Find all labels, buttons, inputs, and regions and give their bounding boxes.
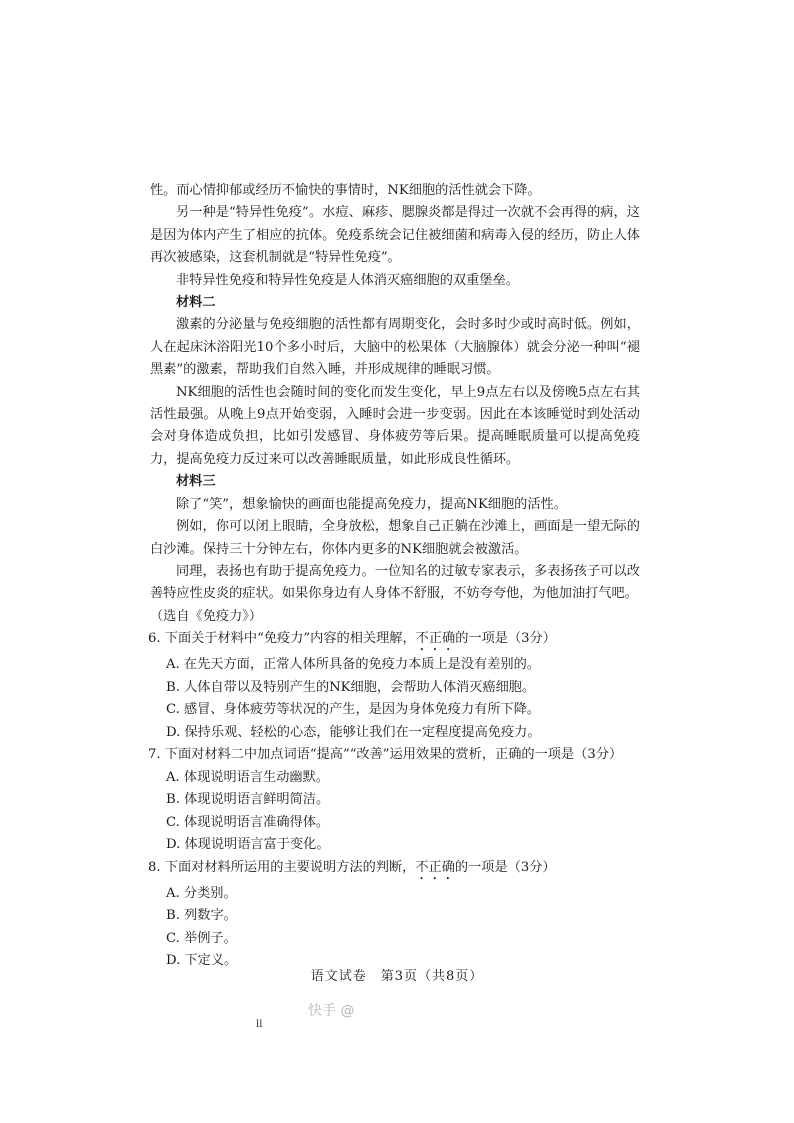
- answer-option-b: B. 人体自带以及特别产生的NK细胞，会帮助人体消灭癌细胞。: [166, 679, 536, 695]
- answer-option-b: B. 列数字。: [166, 908, 237, 923]
- question-8: [148, 857, 648, 973]
- answer-option-c: C. 感冒、身体疲劳等状况的产生，是因为身体免疫力有所下降。: [166, 702, 541, 717]
- stem-text: 8. 下面对材料所运用的主要说明方法的判断，: [148, 859, 416, 875]
- stem-text: 6. 下面关于材料中“免疫力”内容的相关理解，: [148, 631, 416, 646]
- answer-option-c: C. 举例子。: [166, 930, 237, 946]
- question-stem: [148, 857, 648, 883]
- material-heading: 材料三: [176, 474, 216, 490]
- passage-paragraph: NK细胞的活性也会随时间的变化而发生变化，早上9点左右以及傍晚5点左右其活性最强。从晚上9点开始变弱，入睡时会进一步变弱。因此在本该睡觉时到处活动会对身体造成负担，比如引发感冒、身体疲劳等后果。提高睡眠质量可以提高免疫力，提高免疫力反过来可以改善睡眠质量，如此形成良性循环。: [150, 384, 640, 467]
- emphasis-text: 不正确: [415, 859, 455, 875]
- watermark: 快手 @: [308, 1003, 355, 1019]
- reading-passage: [150, 180, 640, 628]
- passage-paragraph: 例如，你可以闭上眼睛，全身放松，想象自己正躺在沙滩上，画面是一望无际的白沙滩。保持三十分钟左右，你体内更多的NK细胞就会被激活。: [150, 519, 640, 557]
- passage-paragraph: 性。而心情抑郁或经历不愉快的事情时，NK细胞的活性就会下降。: [150, 183, 541, 198]
- question-7: [148, 744, 648, 857]
- source-citation: （选自《免疫力》）: [150, 608, 263, 624]
- answer-option-a: A. 体现说明语言生动幽默。: [166, 769, 329, 785]
- passage-paragraph: 激素的分泌量与免疫细胞的活性都有周期变化，会时多时少或时高时低。例如，人在起床沐浴阳光10个多小时后，大脑中的松果体（大脑腺体）就会分泌一种叫“褪黑素”的激素，帮助我们自然入睡，并形成规律的睡眠习惯。: [150, 317, 640, 378]
- answer-option-d: D. 体现说明语言富于变化。: [166, 837, 330, 852]
- question-list: [148, 628, 648, 973]
- stem-text: 7. 下面对材料二中加点词语“提高”“改善”运用效果的赏析，正确的一项是（3分）: [148, 747, 623, 762]
- question-6: [148, 628, 648, 744]
- passage-paragraph: 同理，表扬也有助于提高免疫力。一位知名的过敏专家表示，多表扬孩子可以改善特应性皮炎的症状。如果你身边有人身体不舒服，不妨夸夸他，为他加油打气吧。: [150, 563, 640, 602]
- material-heading: 材料二: [176, 295, 216, 311]
- emphasis-text: 不正确: [415, 631, 456, 646]
- question-stem: [148, 744, 648, 767]
- passage-paragraph: 另一种是“特异性免疫”。水痘、麻疹、腮腺炎都是得过一次就不会再得的病，这是因为体内产生了相应的抗体。免疫系统会记住被细菌和病毒入侵的经历，防止人体再次被感染，这套机制就是“特异性免疫”。: [150, 205, 640, 266]
- answer-option-a: A. 分类别。: [166, 885, 237, 901]
- passage-paragraph: 非特异性免疫和特异性免疫是人体消灭癌细胞的双重堡垒。: [176, 272, 519, 288]
- answer-option-d: D. 下定义。: [166, 953, 238, 968]
- answer-option-a: A. 在先天方面，正常人体所具备的免疫力本质上是没有差别的。: [166, 657, 540, 672]
- stem-text: 的一项是（3分）: [454, 859, 556, 875]
- page-footer: 语文试卷 第3页（共8页）: [310, 969, 484, 984]
- answer-option-d: D. 保持乐观、轻松的心态，能够让我们在一定程度提高免疫力。: [166, 724, 541, 740]
- answer-option-c: C. 体现说明语言准确得体。: [166, 814, 330, 830]
- passage-paragraph: 除了“笑”，想象愉快的画面也能提高免疫力，提高NK细胞的活性。: [176, 496, 567, 512]
- stem-text: 的一项是（3分）: [455, 631, 556, 646]
- answer-option-b: B. 体现说明语言鲜明简洁。: [166, 792, 330, 807]
- scan-mark: ll: [256, 1019, 263, 1030]
- question-stem: [148, 628, 648, 654]
